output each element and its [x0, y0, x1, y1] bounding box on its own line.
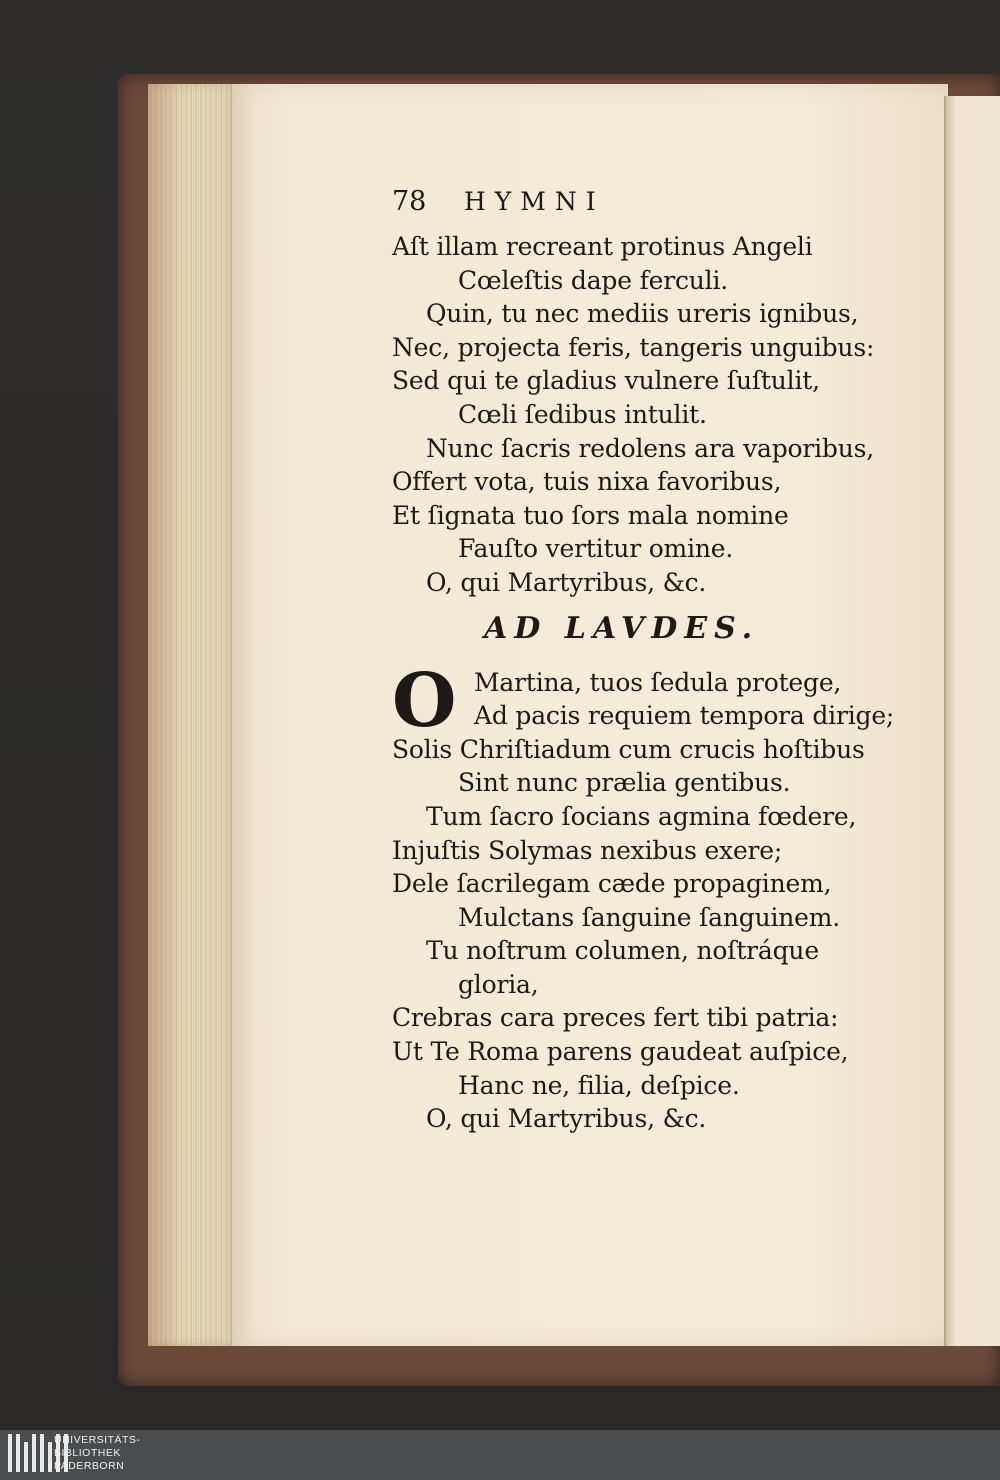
- verse-line: Sed qui te gladius vulnere ſuſtulit,: [392, 366, 820, 396]
- verse-line: Dele ſacrilegam cæde propaginem,: [392, 869, 832, 899]
- facing-page-edge: [944, 96, 1000, 1346]
- verse-line: Cœli ſedibus intulit.: [458, 399, 707, 429]
- hymn-stanzas-part1: [392, 230, 912, 600]
- dropcap-line: Ad pacis requiem tempora dirige;: [474, 701, 895, 731]
- verse-line: Quin, tu nec mediis ureris ignibus,: [426, 299, 859, 329]
- verse-line: Aſt illam recreant protinus Angeli: [392, 232, 813, 261]
- library-name-line: UNIVERSITÄTS-: [54, 1434, 141, 1446]
- verse-line: O, qui Martyribus, &c.: [426, 567, 707, 597]
- verse-line: Fauſto vertitur omine.: [458, 534, 734, 564]
- drop-capital: O: [392, 657, 457, 744]
- page-text: [392, 186, 912, 1136]
- verse-line: Ut Te Roma parens gaudeat auſpice,: [392, 1037, 849, 1067]
- verse-line: Hanc ne, filia, deſpice.: [458, 1070, 740, 1100]
- verse-line: Crebras cara preces fert tibi patria:: [392, 1003, 839, 1033]
- verse-line: Sint nunc prælia gentibus.: [458, 768, 791, 798]
- verse-line: O, qui Martyribus, &c.: [426, 1104, 707, 1134]
- verse-line: Injuſtis Solymas nexibus exere;: [392, 835, 783, 865]
- hymn-stanzas-part2: [392, 733, 912, 1136]
- verse-line: Mulctans ſanguine ſanguinem.: [458, 902, 841, 932]
- page-edges: [148, 84, 238, 1346]
- verse-line: Cœleſtis dape ferculi.: [458, 265, 729, 295]
- verse-line: Tum ſacro ſocians agmina fœdere,: [426, 801, 857, 831]
- verse-line: Nec, projecta feris, tangeris unguibus:: [392, 332, 875, 362]
- page-number: 78: [392, 186, 427, 217]
- verse-line: gloria,: [458, 969, 539, 999]
- verse-line: Tu noſtrum columen, noſtráque: [426, 936, 819, 966]
- verse-line: Solis Chriſtiadum cum crucis hoſtibus: [392, 734, 865, 764]
- library-name-line: BIBLIOTHEK: [54, 1447, 121, 1459]
- section-heading: AD LAVDES.: [484, 610, 760, 646]
- running-head: HYMNI: [464, 187, 605, 216]
- page-header: [392, 186, 912, 230]
- dropcap-stanza: [392, 657, 912, 744]
- verse-line: Et ſignata tuo ſors mala nomine: [392, 500, 789, 530]
- library-name-line: PADERBORN: [54, 1460, 125, 1472]
- library-name: [54, 1434, 140, 1473]
- verse-line: Offert vota, tuis nixa favoribus,: [392, 467, 782, 497]
- library-footer: [0, 1430, 1000, 1480]
- verse-line: Nunc ſacris redolens ara vaporibus,: [426, 433, 874, 463]
- dropcap-line: Martina, tuos ſedula protege,: [474, 667, 842, 697]
